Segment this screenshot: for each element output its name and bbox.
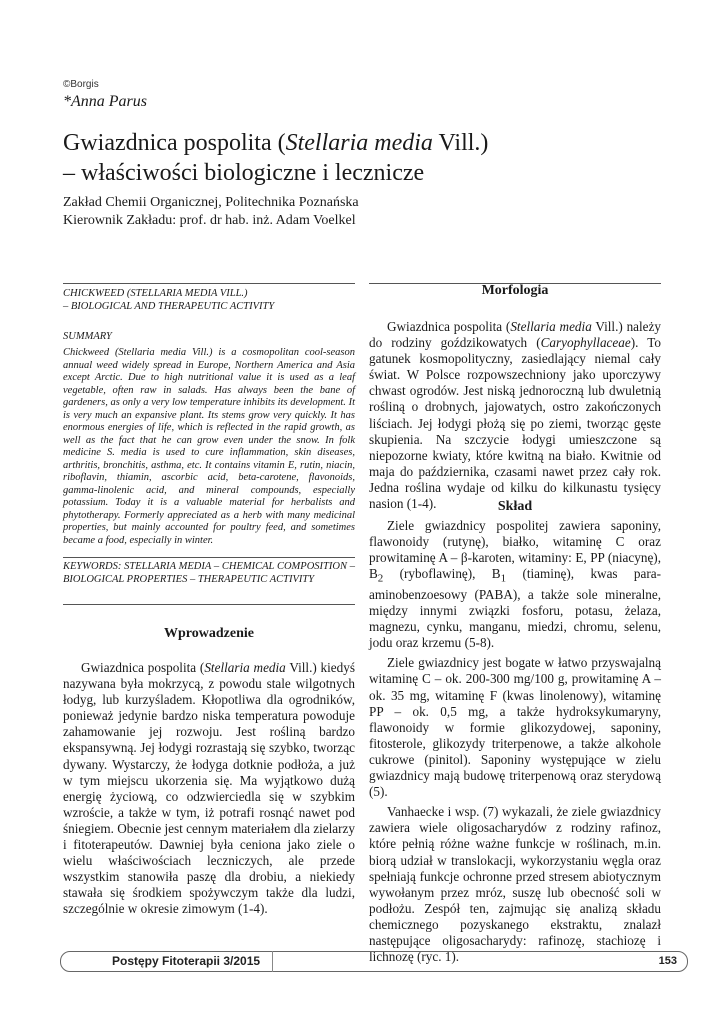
affiliation-line-1: Zakład Chemii Organicznej, Politechnika Poznańska — [63, 195, 359, 210]
affiliation-line-2: Kierownik Zakładu: prof. dr hab. inż. Adam Voelkel — [63, 213, 356, 228]
keywords-label: KEYWORDS: — [63, 561, 122, 572]
english-title: CHICKWEED (STELLARIA MEDIA VILL.) – BIOLOGICAL AND THERAPEUTIC ACTIVITY — [63, 288, 275, 312]
keywords-top-rule — [63, 557, 355, 558]
article-title — [63, 128, 663, 188]
title-line-1: Gwiazdnica pospolita (Stellaria media Vill.) — [63, 130, 489, 156]
sklad-heading: Skład — [497, 499, 533, 514]
page-number: 153 — [658, 955, 677, 967]
keywords-bottom-rule — [63, 604, 355, 605]
title-line-2: – właściwości biologiczne i lecznicze — [63, 160, 425, 186]
intro-heading: Wprowadzenie — [164, 626, 254, 641]
summary-heading: SUMMARY — [63, 331, 112, 342]
morfologia-heading: Morfologia — [481, 283, 549, 298]
keywords-text: STELLARIA MEDIA – CHEMICAL COMPOSITION – BIOLOGICAL PROPERTIES – THERAPEUTIC ACTIVITY — [63, 561, 355, 585]
publisher-label: ©Borgis — [63, 79, 99, 90]
abstract-top-rule — [63, 283, 355, 284]
sklad-paragraph-3: Vanhaecke i wsp. (7) wykazali, że ziele gwiazdnicy zawiera wiele oligosacharydów z rodziny rafinoz, które pełnią różne ważne funkcje w roślinach, m.in. biorą udział w translokacji, wykorzystaniu węgla oraz spełniają funkcje ochronne przed stresem abiotycznym wywołanym przez mróz, suszę lub obecność soli w podłożu. Zespół ten, zajmując się analizą składu chemicznego pozyskanego ekstraktu, znalazł następujące oligosacharydy: rafinozę, stachiozę i lichnozę (ryc. 1). — [369, 804, 661, 965]
summary-text: Chickweed (Stellaria media Vill.) is a cosmopolitan cool-season annual weed widely spread in Europe, Northern America and Asia except Arctic. Due to high nutritional value it is used as a leaf vegetable, often raw in salads. Has always been the bane of gardeners, as only a very low temperature inhibits its development. It is very much an expansive plant. Its stems grow very quickly. It has enormous energies of life, which is reflected in the rapid growth, as well as the fact that he can grow even under the snow. In folk medicine S. media is used to cure inflammation, skin diseases, arthritis, bronchitis, asthma, etc. It contains vitamin E, rutin, niacin, riboflavin, thiamin, ascorbic acid, beta-carotene, flavonoids, gamma-linolenic acid, and mineral compounds, especially potassium. Today it is a valuable material for herbalists and phytotherapy. Formerly appreciated as a herb with many medicinal properties, but mainly accounted for poultry feed, and sometimes became a food, especially in winter. — [63, 347, 355, 546]
sklad-text — [369, 518, 661, 969]
sklad-paragraph-2: Ziele gwiazdnicy jest bogate w łatwo przyswajalną witaminę C – ok. 200-300 mg/100 g, prowitaminę A – ok. 35 mg, witaminę F (kwas linolenowy), witaminę PP – ok. 0,5 mg, a także hydroksykumaryny, flawonoidy w formie glikozydowej, saponiny, fitosterole, glikozydy triterpenowe, a także alkohole cukrowe (pinitol). Saponiny występujące w zielu gwiazdnicy mają budowę triterpenową oraz sterydową (5). — [369, 655, 661, 800]
affiliation — [63, 194, 359, 230]
author-name: *Anna Parus — [63, 93, 147, 110]
morfologia-text: Gwiazdnica pospolita (Stellaria media Vill.) należy do rodziny goździkowatych (Caryophyllaceae). To gatunek kosmopolityczny, zasiedlający niemal cały świat. W Polsce rozpowszechniony jako uporczywy chwast ogrodów. Jest niską jednoroczną lub dwuletnią rośliną o drobnych, jajowatych, ostro zakończonych liściach. Jej łodygi płożą się po ziemi, tworząc gęste skupienia. Na szczycie łodygi umieszczone są niepozorne kwiaty, które kwitną na biało. Kwitnie od maja do października, czasami nawet przez cały rok. Jedna roślina wydaje od kilku do kilkunastu tysięcy nasion (1-4). — [369, 319, 661, 512]
keywords — [63, 561, 355, 586]
footer-divider — [272, 951, 273, 972]
intro-text: Gwiazdnica pospolita (Stellaria media Vill.) kiedyś nazywana była mokrzycą, z powodu stale wilgotnych łodyg, lub kurzyśladem. Kłopotliwa dla ogrodników, ponieważ jedynie bardzo niska temperatura powoduje zahamowanie jej rozwoju. Jest rośliną bardzo ekspansywną. Jej łodygi rozrastają się szybko, tworząc dywany. Wystarczy, że łodyga dotknie podłoża, a już w tym miejscu ukorzenia się. Ma wyjątkowo dużą energię życiową, co odzwierciedla się w szybkim wzroście, a także w tym, iż potrafi rosnąć nawet pod śniegiem. Obecnie jest cennym materiałem dla zielarzy i fitoterapeutów. Dawniej była ceniona jako ziele o wielu właściwościach leczniczych, ale przede wszystkim stanowiła paszę dla drobiu, a niekiedy stawała się środkiem spożywczym także dla ludzi, szczególnie w okresie zimowym (1-4). — [63, 660, 355, 917]
sklad-paragraph-1: Ziele gwiazdnicy pospolitej zawiera saponiny, flawonoidy (rutynę), białko, witaminę C oraz prowitaminę A – β-karoten, witaminy: E, PP (niacynę), $B_2$ (ryboflawinę), $B_1$ (tiaminę), kwas para-aminobenzoesowy (PABA), a także sole mineralne, między innymi związki fosforu, potasu, żelaza, magnezu, cynku, manganu, miedzi, chromu, selenu, jodu oraz krzemu (5-8). — [369, 518, 661, 651]
footer-journal-title: Postępy Fitoterapii 3/2015 — [112, 954, 261, 968]
